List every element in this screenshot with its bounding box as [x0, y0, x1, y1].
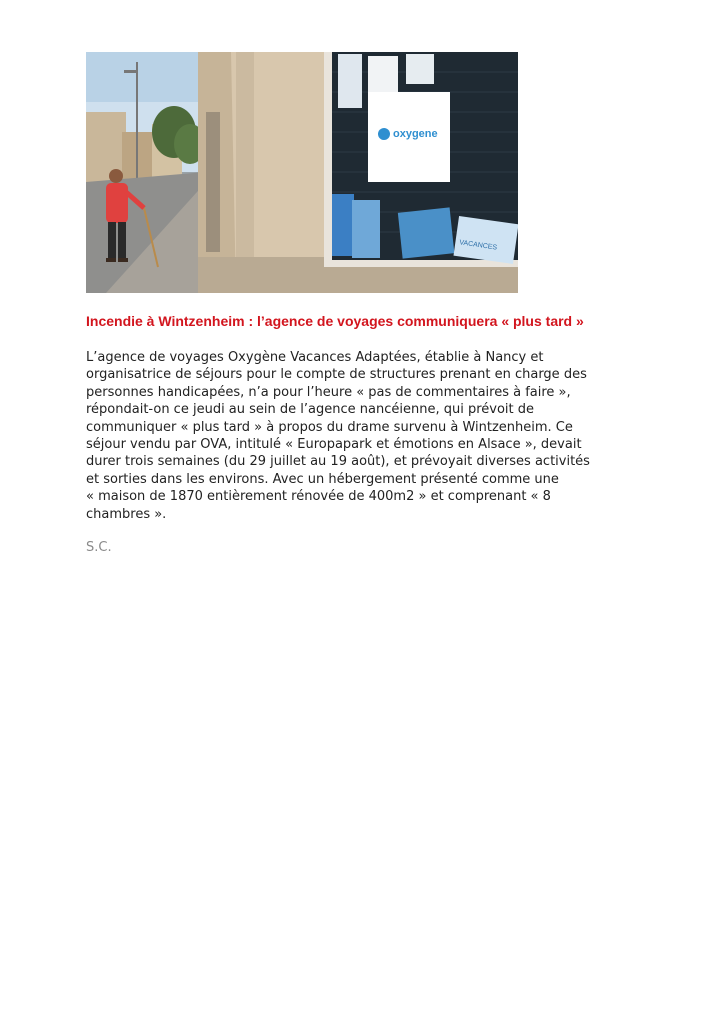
- article-headline: Incendie à Wintzenheim : l’agence de voyages communiquera « plus tard »: [86, 313, 584, 329]
- article-signature: S.C.: [86, 540, 112, 556]
- body-line: L’agence de voyages Oxygène Vacances Adaptées, établie à Nancy et: [86, 350, 544, 365]
- body-line: communiquer « plus tard » à propos du drame survenu à Wintzenheim. Ce: [86, 419, 573, 435]
- body-line: séjour vendu par OVA, intitulé « Europapark et émotions en Alsace », devait: [86, 437, 582, 453]
- article-photo: [86, 52, 518, 293]
- body-line: personnes handicapées, n’a pour l’heure « pas de commentaires à faire »,: [86, 384, 571, 400]
- body-line: durer trois semaines (du 29 juillet au 19 août), et prévoyait diverses activités: [86, 454, 590, 470]
- svg-text:VACANCES: VACANCES: [458, 239, 498, 252]
- body-line: répondait-on ce jeudi au sein de l’agence nancéienne, qui prévoit de: [86, 402, 534, 418]
- article-body: [86, 349, 642, 523]
- body-line: et sorties dans les environs. Avec un hébergement présenté comme une: [86, 471, 559, 487]
- svg-text:oxygene: oxygene: [393, 128, 438, 140]
- article: [86, 52, 642, 557]
- agency-storefront-image: [86, 52, 518, 293]
- body-line: organisatrice de séjours pour le compte de structures prenant en charge des: [86, 367, 587, 383]
- body-line: chambres ».: [86, 506, 167, 522]
- body-line: « maison de 1870 entièrement rénovée de 400m2 » et comprenant « 8: [86, 489, 551, 505]
